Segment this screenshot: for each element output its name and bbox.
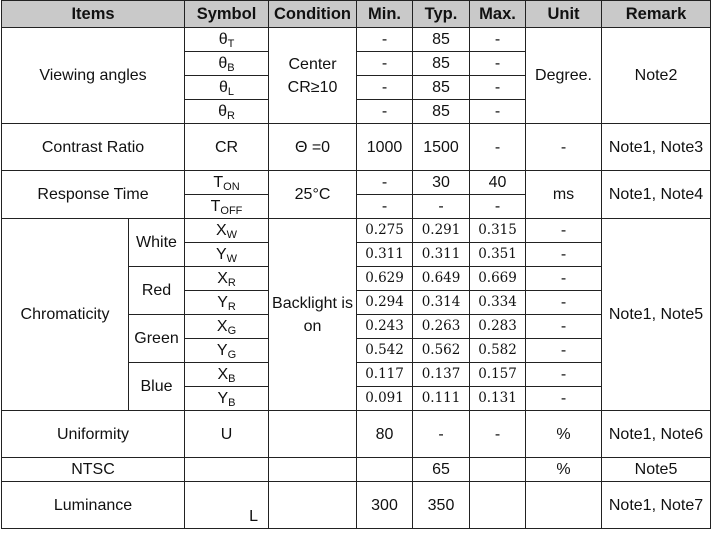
- chroma-unit: -: [526, 291, 602, 315]
- chroma-min: 0.091: [357, 387, 413, 411]
- viewing-typ-t: 85: [413, 28, 470, 52]
- contrast-typ: 1500: [413, 124, 470, 171]
- viewing-item: Viewing angles: [2, 28, 185, 124]
- table-row: [2, 171, 711, 195]
- table-row: [2, 411, 711, 458]
- header-condition: Condition: [269, 1, 357, 28]
- header-unit: Unit: [526, 1, 602, 28]
- header-symbol: Symbol: [185, 1, 269, 28]
- chroma-symbol: $Y_R$: [185, 291, 269, 315]
- luminance-condition: [269, 482, 357, 529]
- header-remark: Remark: [602, 1, 711, 28]
- chroma-min: 0.311: [357, 243, 413, 267]
- viewing-symbol-l: $\theta_L$: [185, 76, 269, 100]
- chroma-typ: 0.137: [413, 363, 470, 387]
- header-row: [2, 1, 711, 28]
- luminance-symbol: L: [185, 482, 269, 529]
- ntsc-typ: 65: [413, 458, 470, 482]
- chroma-symbol: $Y_G$: [185, 339, 269, 363]
- viewing-min-r: -: [357, 100, 413, 124]
- response-max-on: 40: [470, 171, 526, 195]
- chroma-typ: 0.291: [413, 219, 470, 243]
- viewing-min-l: -: [357, 76, 413, 100]
- optical-spec-table: [1, 0, 711, 529]
- ntsc-unit: %: [526, 458, 602, 482]
- response-condition: 25°C: [269, 171, 357, 219]
- luminance-max: [470, 482, 526, 529]
- viewing-min-t: -: [357, 28, 413, 52]
- response-typ-on: 30: [413, 171, 470, 195]
- viewing-symbol-b: $\theta_B$: [185, 52, 269, 76]
- uniformity-item: Uniformity: [2, 411, 185, 458]
- response-item: Response Time: [2, 171, 185, 219]
- viewing-symbol-t: $\theta_T$: [185, 28, 269, 52]
- response-min-on: -: [357, 171, 413, 195]
- chroma-unit: -: [526, 315, 602, 339]
- luminance-remark: Note1, Note7: [602, 482, 711, 529]
- chroma-typ: 0.311: [413, 243, 470, 267]
- header-min: Min.: [357, 1, 413, 28]
- chroma-item: Chromaticity: [2, 219, 129, 411]
- ntsc-symbol: [185, 458, 269, 482]
- chroma-unit: -: [526, 219, 602, 243]
- chroma-typ: 0.562: [413, 339, 470, 363]
- response-symbol-off: $T_{OFF}$: [185, 195, 269, 219]
- chroma-symbol: $Y_B$: [185, 387, 269, 411]
- ntsc-max: [470, 458, 526, 482]
- chroma-max: 0.283: [470, 315, 526, 339]
- ntsc-item: NTSC: [2, 458, 185, 482]
- chroma-max: 0.582: [470, 339, 526, 363]
- table-row: [2, 219, 711, 243]
- luminance-typ: 350: [413, 482, 470, 529]
- chroma-unit: -: [526, 387, 602, 411]
- uniformity-max: -: [470, 411, 526, 458]
- response-unit: ms: [526, 171, 602, 219]
- table-row: [2, 124, 711, 171]
- contrast-condition: Θ =0: [269, 124, 357, 171]
- chroma-color-white: White: [129, 219, 185, 267]
- viewing-typ-r: 85: [413, 100, 470, 124]
- chroma-symbol: $X_W$: [185, 219, 269, 243]
- contrast-symbol: CR: [185, 124, 269, 171]
- chroma-unit: -: [526, 339, 602, 363]
- header-max: Max.: [470, 1, 526, 28]
- chroma-max: 0.334: [470, 291, 526, 315]
- chroma-symbol: $X_R$: [185, 267, 269, 291]
- table-row: [2, 458, 711, 482]
- viewing-max-r: -: [470, 100, 526, 124]
- header-typ: Typ.: [413, 1, 470, 28]
- viewing-typ-b: 85: [413, 52, 470, 76]
- viewing-max-b: -: [470, 52, 526, 76]
- viewing-max-t: -: [470, 28, 526, 52]
- viewing-typ-l: 85: [413, 76, 470, 100]
- chroma-min: 0.294: [357, 291, 413, 315]
- chroma-max: 0.669: [470, 267, 526, 291]
- chroma-unit: -: [526, 243, 602, 267]
- viewing-min-b: -: [357, 52, 413, 76]
- chroma-typ: 0.111: [413, 387, 470, 411]
- contrast-item: Contrast Ratio: [2, 124, 185, 171]
- chroma-unit: -: [526, 267, 602, 291]
- ntsc-min: [357, 458, 413, 482]
- response-remark: Note1, Note4: [602, 171, 711, 219]
- chroma-min: 0.542: [357, 339, 413, 363]
- uniformity-condition: [269, 411, 357, 458]
- chroma-max: 0.157: [470, 363, 526, 387]
- ntsc-condition: [269, 458, 357, 482]
- chroma-color-blue: Blue: [129, 363, 185, 411]
- chroma-typ: 0.263: [413, 315, 470, 339]
- response-max-off: -: [470, 195, 526, 219]
- contrast-max: -: [470, 124, 526, 171]
- chroma-min: 0.117: [357, 363, 413, 387]
- chroma-color-red: Red: [129, 267, 185, 315]
- ntsc-remark: Note5: [602, 458, 711, 482]
- chroma-max: 0.351: [470, 243, 526, 267]
- viewing-unit: Degree.: [526, 28, 602, 124]
- contrast-unit: -: [526, 124, 602, 171]
- luminance-min: 300: [357, 482, 413, 529]
- uniformity-unit: %: [526, 411, 602, 458]
- chroma-color-green: Green: [129, 315, 185, 363]
- chroma-min: 0.629: [357, 267, 413, 291]
- contrast-remark: Note1, Note3: [602, 124, 711, 171]
- table-row: [2, 28, 711, 52]
- viewing-symbol-r: $\theta_R$: [185, 100, 269, 124]
- uniformity-symbol: U: [185, 411, 269, 458]
- viewing-max-l: -: [470, 76, 526, 100]
- chroma-symbol: $X_G$: [185, 315, 269, 339]
- response-typ-off: -: [413, 195, 470, 219]
- luminance-item: Luminance: [2, 482, 185, 529]
- table-row: [2, 482, 711, 529]
- response-symbol-on: $T_{ON}$: [185, 171, 269, 195]
- luminance-unit: [526, 482, 602, 529]
- chroma-symbol: $Y_W$: [185, 243, 269, 267]
- chroma-symbol: $X_B$: [185, 363, 269, 387]
- chroma-unit: -: [526, 363, 602, 387]
- chroma-min: 0.275: [357, 219, 413, 243]
- viewing-condition: Center CR≥10: [269, 28, 357, 124]
- uniformity-remark: Note1, Note6: [602, 411, 711, 458]
- chroma-condition: Backlight is on: [269, 219, 357, 411]
- chroma-typ: 0.649: [413, 267, 470, 291]
- viewing-remark: Note2: [602, 28, 711, 124]
- contrast-min: 1000: [357, 124, 413, 171]
- uniformity-min: 80: [357, 411, 413, 458]
- uniformity-typ: -: [413, 411, 470, 458]
- chroma-min: 0.243: [357, 315, 413, 339]
- chroma-max: 0.315: [470, 219, 526, 243]
- response-min-off: -: [357, 195, 413, 219]
- header-items: Items: [2, 1, 185, 28]
- chroma-typ: 0.314: [413, 291, 470, 315]
- chroma-max: 0.131: [470, 387, 526, 411]
- chroma-remark: Note1, Note5: [602, 219, 711, 411]
